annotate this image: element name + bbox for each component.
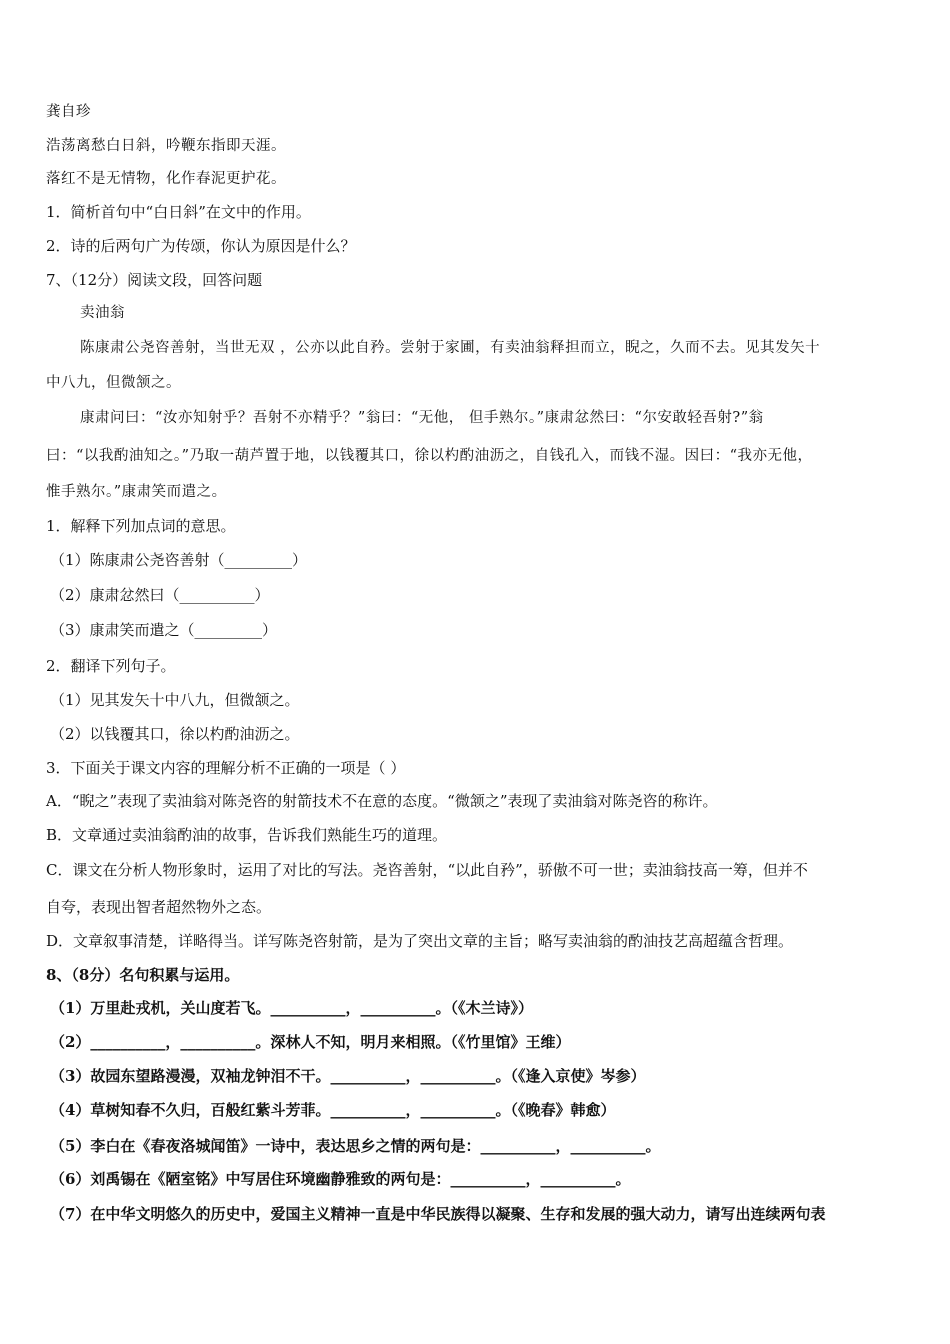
q7-passage-p2b: 曰：“以我酌油知之。”乃取一葫芦置于地，以钱覆其口，徐以杓酌油沥之，自钱孔入，而钱不湿。因曰：“我亦无他， <box>46 448 813 464</box>
q6-sub-1: 1．简析首句中“白日斜”在文中的作用。 <box>46 203 311 221</box>
q7-sub-1-item-1: （1）陈康肃公尧咨善射（_________） <box>50 551 308 569</box>
q7-passage-p1a: 陈康肃公尧咨善射，当世无双 ，公亦以此自矜。尝射于家圃，有卖油翁释担而立，睨之，久而不去。见其发矢十 <box>80 340 821 356</box>
q7-option-d: D．文章叙事清楚，详略得当。详写陈尧咨射箭，是为了突出文章的主旨；略写卖油翁的酌油技艺高超蕴含哲理。 <box>46 932 794 950</box>
q7-option-c-line-2: 自夸，表现出智者超然物外之态。 <box>46 898 272 916</box>
q7-sub-3: 3．下面关于课文内容的理解分析不正确的一项是（ ） <box>46 759 406 777</box>
q7-sub-2-item-2: （2）以钱覆其口，徐以杓酌油沥之。 <box>50 725 300 743</box>
q7-option-a: A．“睨之”表现了卖油翁对陈尧咨的射箭技术不在意的态度。“微颔之”表现了卖油翁对陈尧咨的称许。 <box>46 792 718 810</box>
q8-item-6: （6）刘禹锡在《陋室铭》中写居住环境幽静雅致的两句是：__________，__________。 <box>50 1170 631 1188</box>
q7-passage-p2c: 惟手熟尔。”康肃笑而遣之。 <box>46 484 227 500</box>
q7-sub-2: 2．翻译下列句子。 <box>46 657 176 675</box>
q8-item-2: （2）__________，__________。深林人不知，明月来相照。（《竹里馆》王维） <box>50 1033 571 1051</box>
q7-passage-p1b: 中八九，但微颔之。 <box>46 375 181 391</box>
poem-line-1: 浩荡离愁白日斜，吟鞭东指即天涯。 <box>46 138 286 154</box>
q7-passage-title: 卖油翁 <box>80 305 125 321</box>
q6-sub-2: 2．诗的后两句广为传颂，你认为原因是什么？ <box>46 237 356 255</box>
q8-item-4: （4）草树知春不久归，百般红紫斗芳菲。__________，__________。（《晚春》韩愈） <box>50 1101 616 1119</box>
q8-item-5: （5）李白在《春夜洛城闻笛》一诗中，表达思乡之情的两句是：__________，__________。 <box>50 1137 661 1155</box>
poem-author: 龚自珍 <box>46 104 91 120</box>
q7-option-c-line-1: C．课文在分析人物形象时，运用了对比的写法。尧咨善射，“以此自矜”，骄傲不可一世；卖油翁技高一筹，但并不 <box>46 861 808 879</box>
q8-item-3: （3）故园东望路漫漫，双袖龙钟泪不干。__________，__________。（《逢入京使》岑参） <box>50 1067 646 1085</box>
q7-sub-2-item-1: （1）见其发矢十中八九，但微颔之。 <box>50 691 300 709</box>
q7-sub-1: 1．解释下列加点词的意思。 <box>46 517 236 535</box>
poem-line-2: 落红不是无情物，化作春泥更护花。 <box>46 171 286 187</box>
q8-item-1: （1）万里赴戎机，关山度若飞。__________，__________。（《木兰诗》） <box>50 999 533 1017</box>
q7-option-b: B．文章通过卖油翁酌油的故事，告诉我们熟能生巧的道理。 <box>46 826 448 844</box>
q7-sub-1-item-2: （2）康肃忿然曰（__________） <box>50 586 270 604</box>
q7-sub-1-item-3: （3）康肃笑而遣之（_________） <box>50 621 278 639</box>
q7-header: 7、（12分）阅读文段，回答问题 <box>46 271 263 289</box>
q8-item-7: （7）在中华文明悠久的历史中，爱国主义精神一直是中华民族得以凝聚、生存和发展的强大动力，请写出连续两句表 <box>50 1205 826 1223</box>
q7-passage-p2a: 康肃问曰：“汝亦知射乎？吾射不亦精乎？”翁曰：“无他， 但手熟尔。”康肃忿然曰：“尔安敢轻吾射?”翁 <box>80 410 764 426</box>
q8-header: 8、（8分）名句积累与运用。 <box>46 966 240 984</box>
